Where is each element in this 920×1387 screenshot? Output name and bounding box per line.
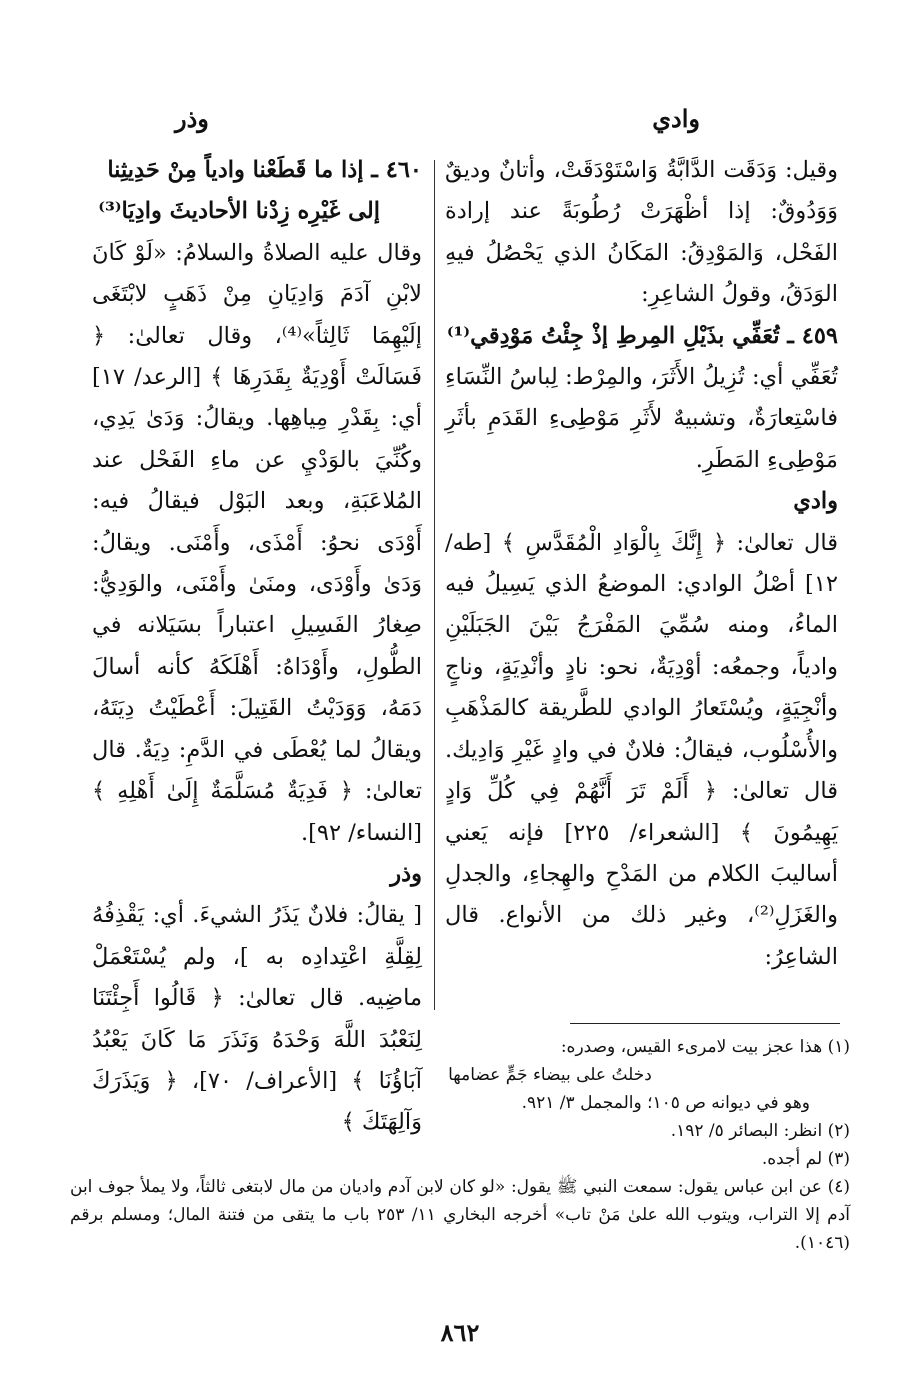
entry-paragraph: تُعَفِّي أي: تُزِيلُ الأَثَرَ، والمِرْط: لِباسُ النِّسَاءِ فاسْتِعارَةٌ، وتشبيهٌ لأَثَرِ مَوْطِىءِ القَدَمِ بأثَرِ مَوْطِىءِ المَطَرِ.	[445, 364, 838, 473]
footnote-continuation: وهو في ديوانه ص ١٠٥؛ والمجمل ٣/ ٩٢١.	[521, 1093, 810, 1113]
footnote-divider	[570, 1023, 840, 1024]
entry-headword: وادي	[793, 488, 838, 515]
footnote: (٤) عن ابن عباس يقول: سمعت النبي ﷺ يقول: «لو كان لابن آدم واديان من مال لابتغى ثالثاً، ولا يملأ جوف ابن آدم إلا التراب، ويتوب الله علىٰ مَنْ تاب» أخرجه البخاري ١١/ ٢٥٣ باب ما يتقى من فتنة المال؛ ومسلم برقم (١٠٤٦).	[70, 1177, 850, 1253]
footnotes	[70, 1033, 850, 1257]
running-head-left: وذر	[175, 104, 209, 133]
footnote-verse: دخلتُ على بيضاء جَمٍّ عضامها	[448, 1065, 652, 1085]
entry-paragraph: قال تعالىٰ: ﴿ إِنَّكَ بِالْوَادِ الْمُقَدَّسِ ﴾ [طه/ ١٢] أصْلُ الوادي: الموضعُ الذي يَسِيلُ فيه الماءُ، ومنه سُمِّيَ المَفْرَجُ بَيْنَ الجَبَلَيْنِ وادياً، وجمعُه: أوْدِيَةٌ، نحو: نادٍ وأنْدِيَةٍ، وناجٍ وأنْجِيَةٍ، ويُسْتَعارُ الوادي للطَّريقة كالمَذْهَبِ والأُسْلُوب، فيقالُ: فلانٌ في وادٍ غَيْرِ وَادِيك. قال تعالىٰ: ﴿ أَلَمْ تَرَ أَنَّهُمْ فِي كُلِّ وَادٍ يَهِيمُونَ ﴾ [الشعراء/ ٢٢٥] فإنه يَعني أساليبَ الكلام من المَدْحِ والهِجاءِ، والجدلِ والغَزَلِ⁽²⁾، وغير ذلك من الأنواع. قال الشاعِرُ:	[445, 529, 838, 970]
entry-paragraph: وقال عليه الصلاةُ والسلامُ: «لَوْ كَانَ لابْنِ آدَمَ وَادِيَانِ مِنْ ذَهَبٍ لابْتَغَى إلَيْهِمَا ثَالِثاً»⁽⁴⁾، وقال تعالىٰ: ﴿ فَسَالَتْ أَوْدِيَةٌ بِقَدَرِهَا ﴾ [الرعد/ ١٧] أي: بِقَدْرِ مِياهِها. ويقالُ: وَدَىٰ يَدِي، وكُنِّيَ بالوَدْيِ عن ماءِ الفَحْل عند المُلاعَبَةِ، وبعد البَوْل فيقالُ فيه: أَوْدَى نحوُ: أَمْذَى، وأَمْنَى. ويقالُ: وَدَىٰ وأَوْدَى، ومنَىٰ وأَمْنَى، والوَدِيُّ: صِغارُ الفَسِيلِ اعتباراً بسَيَلانه في الطُّولِ، وأَوْدَاهُ: أَهْلَكَهُ كأنه أسالَ دَمَهُ، وَوَدَيْتُ القَتِيلَ: أَعْطَيْتُ دِيَتَهُ، ويقالُ لما يُعْطَى في الدَّمِ: دِيَةٌ. قال تعالىٰ: ﴿ فَدِيَةٌ مُسَلَّمَةٌ إِلَىٰ أَهْلِهِ ﴾ [النساء/ ٩٢].	[92, 239, 422, 846]
column-divider	[434, 160, 435, 1010]
footnote: (٢) انظر: البصائر ٥/ ١٩٢.	[670, 1121, 850, 1141]
poetry-verse: ٤٥٩ ـ تُعَفِّي بذَيْلِ المِرطِ إذْ جِئْتُ مَوْدِقي⁽¹⁾	[446, 322, 838, 349]
running-head-right: وادي	[652, 104, 700, 133]
footnote: (٣) لم أجده.	[761, 1149, 850, 1169]
left-column	[92, 150, 422, 1136]
entry-paragraph: [ يقالُ: فلانٌ يَذَرُ الشيءَ. أي: يَقْذِفُهُ لِقِلَّةِ اعْتِدادِه به ]، ولم يُسْتَعْمَلْ ماضِيه. قال تعالىٰ: ﴿ قَالُوا أَجِئْتَنَا لِنَعْبُدَ اللَّهَ وَحْدَهُ وَنَذَرَ مَا كَانَ يَعْبُدُ آبَاؤُنَا ﴾ [الأعراف/ ٧٠]، ﴿ وَيَذَرَكَ وَآلِهَتَكَ ﴾	[92, 902, 422, 1136]
entry-headword: وذر	[390, 860, 422, 887]
right-column	[445, 150, 838, 1010]
poetry-verse: ٤٦٠ ـ إذا ما قَطَعْنا وادياً مِنْ حَدِيثِنا	[107, 157, 422, 183]
footnote: (١) هذا عجز بيت لامرىء القيس، وصدره:	[560, 1037, 850, 1057]
poetry-verse: إلى غَيْرِه زِدْنا الأحاديثَ وادِيَا⁽³⁾	[98, 198, 380, 225]
page-number: ٨٦٢	[440, 1318, 480, 1347]
entry-paragraph: وقيل: وَدَقَت الدَّابَّةُ وَاسْتَوْدَقَتْ، وأتانٌ وديقٌ وَوَدُوقٌ: إذا أظْهَرَتْ رُطُوبَةً عند إرادة الفَحْل، وَالمَوْدِقُ: المَكَانُ الذي يَحْصُلُ فيهِ الوَدَقُ، وقولُ الشاعِرِ:	[445, 157, 838, 308]
